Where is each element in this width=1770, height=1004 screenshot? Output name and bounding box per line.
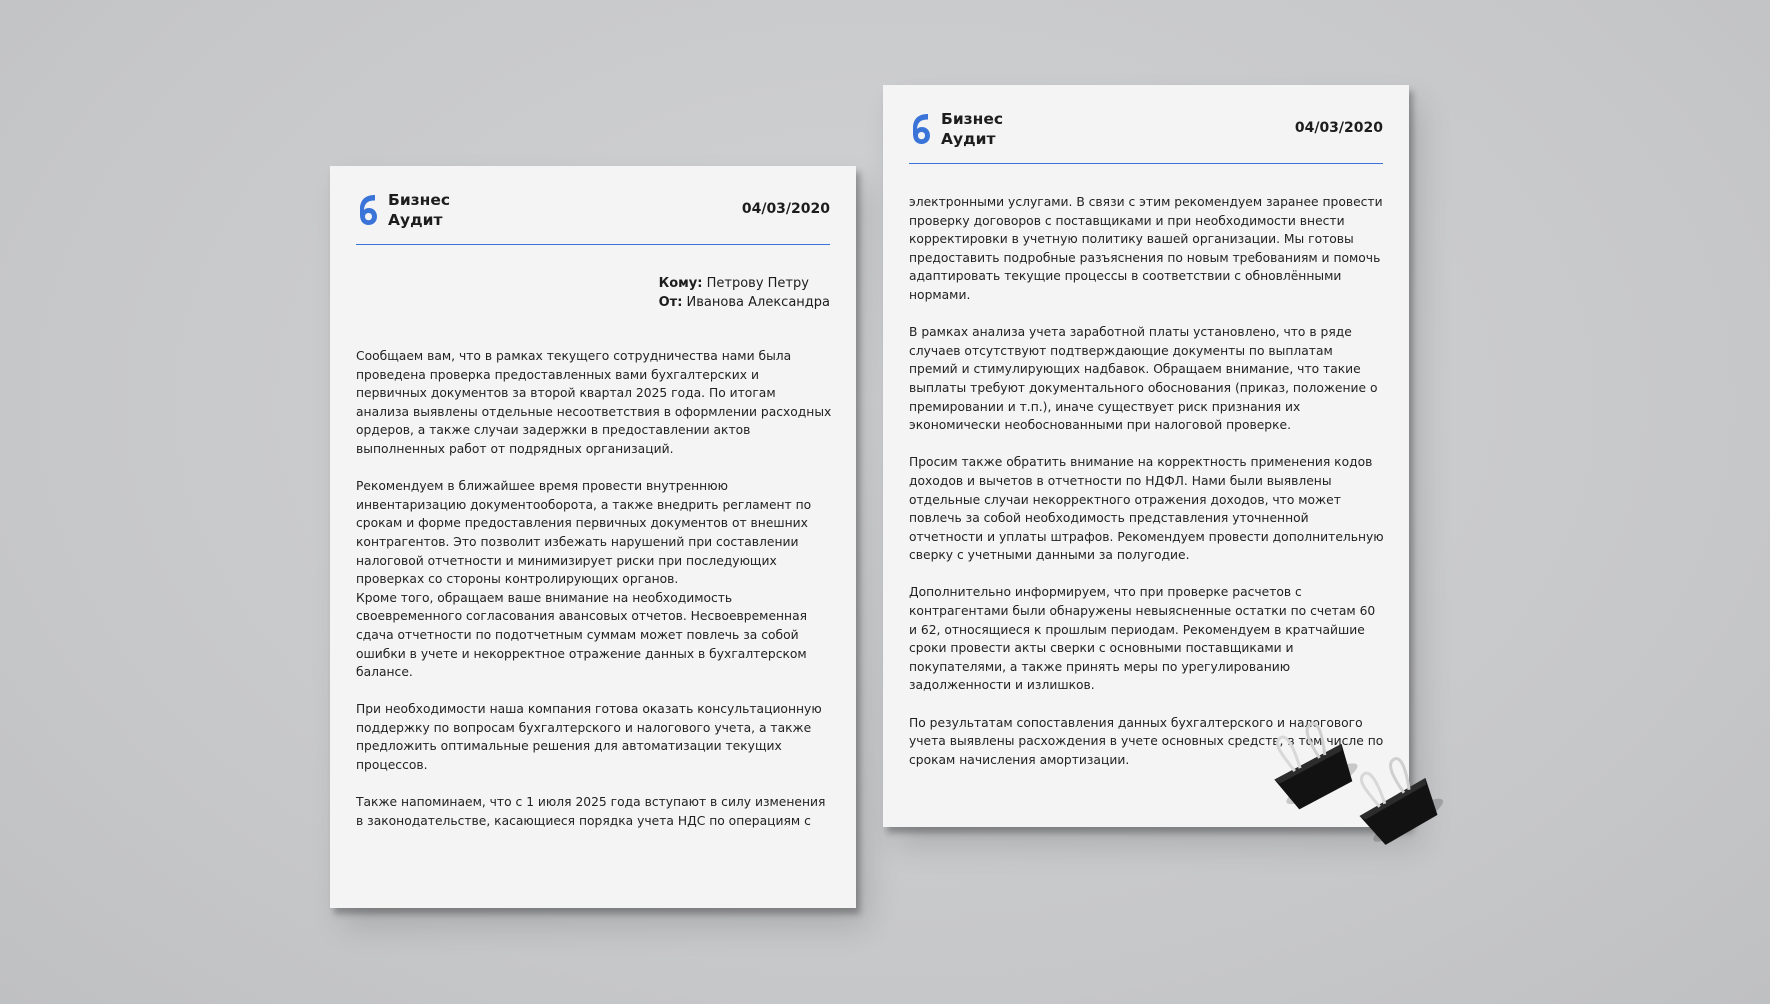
- paragraph: Просим также обратить внимание на корректность применения кодов доходов и вычетов в отчетности по НДФЛ. Нами были выявлены отдельные случаи некорректного отражения доходов, что может повлечь за собой необходимость представления уточненной отчетности и уплаты штрафов. Рекомендуем провести дополнительную сверку с учетными данными за полугодие.: [909, 455, 1384, 563]
- brand-line-1: Бизнес: [941, 110, 1004, 128]
- letter-body: [356, 347, 832, 830]
- company-logo: [909, 109, 1003, 149]
- letterhead: [356, 186, 830, 245]
- letter-page-2: [883, 85, 1409, 827]
- company-logo: [356, 190, 450, 230]
- brand-line-2: Аудит: [941, 130, 996, 148]
- from-label: От:: [658, 295, 683, 310]
- paragraph: В рамках анализа учета заработной платы установлено, что в ряде случаев отсутствуют подтверждающие документы по выплатам премий и стимулирующих надбавок. Обращаем внимание, что такие выплаты требуют документального обоснования (приказ, положение о премировании и т.п.), иначе существует риск признания их экономически необоснованными при налоговой проверке.: [909, 325, 1378, 433]
- brand-line-2: Аудит: [388, 211, 443, 229]
- letterhead: [909, 105, 1383, 164]
- sender-line: [659, 293, 830, 312]
- paragraph: Дополнительно информируем, что при проверке расчетов с контрагентами были обнаружены невыясненные остатки по счетам 60 и 62, относящиеся к прошлым периодам. Рекомендуем в кратчайшие сроки провести акты сверки с основными поставщиками и покупателями, а также принять меры по урегулированию задолженности и излишков.: [909, 585, 1376, 693]
- paragraph: При необходимости наша компания готова оказать консультационную поддержку по вопросам бухгалтерского и налогового учета, а также предложить оптимальные решения для автоматизации текущих процессов.: [356, 702, 822, 773]
- to-value: Петрову Петру: [706, 276, 809, 291]
- brand-name: [388, 190, 450, 230]
- letter-b-logo-icon: [909, 112, 933, 146]
- brand-name: [941, 109, 1003, 149]
- paragraph: электронными услугами. В связи с этим рекомендуем заранее провести проверку договоров с поставщиками и при необходимости внести корректировки в учетную политику вашей организации. Мы готовы предоставить подробные разъяснения по новым требованиям и помочь адаптировать текущие процессы в соответствии с обновлёнными нормами.: [909, 195, 1383, 302]
- paragraph: Кроме того, обращаем ваше внимание на необходимость своевременного согласования авансовых отчетов. Несвоевременная сдача отчетности по подотчетным суммам может повлечь за собой ошибки в учете и некорректное отражение данных в бухгалтерском балансе.: [356, 590, 808, 680]
- from-value: Иванова Александра: [686, 295, 830, 310]
- recipient-line: [659, 274, 830, 293]
- paragraph: Также напоминаем, что с 1 июля 2025 года вступают в силу изменения в законодательстве, касающиеся порядка учета НДС по операциям с: [356, 795, 826, 828]
- letter-date: 04/03/2020: [1294, 120, 1383, 136]
- paragraph: По результатам сопоставления данных бухгалтерского и налогового учета выявлены расхождения в учете основных средств, в том числе по срокам начисления амортизации.: [909, 715, 1384, 767]
- address-block: [659, 274, 830, 312]
- letter-body: [909, 193, 1385, 769]
- brand-line-1: Бизнес: [388, 191, 451, 209]
- letter-b-logo-icon: [356, 193, 380, 227]
- binder-clip-icon: [1340, 755, 1460, 855]
- paragraph: Рекомендуем в ближайшее время провести внутреннюю инвентаризацию документооборота, а также внедрить регламент по срокам и форме предоставления первичных документов от внешних контрагентов. Это позволит избежать нарушений при составлении налоговой отчетности и минимизирует риски при последующих проверках со стороны контролирующих органов.: [356, 479, 812, 587]
- to-label: Кому:: [658, 276, 703, 291]
- letter-page-1: [330, 166, 856, 908]
- letter-date: 04/03/2020: [741, 201, 830, 217]
- paragraph: Сообщаем вам, что в рамках текущего сотрудничества нами была проведена проверка предоставленных вами бухгалтерских и первичных документов за второй квартал 2025 года. По итогам анализа выявлены отдельные несоответствия в оформлении расходных ордеров, а также случаи задержки в предоставлении актов выполненных работ от подрядных организаций.: [356, 349, 832, 456]
